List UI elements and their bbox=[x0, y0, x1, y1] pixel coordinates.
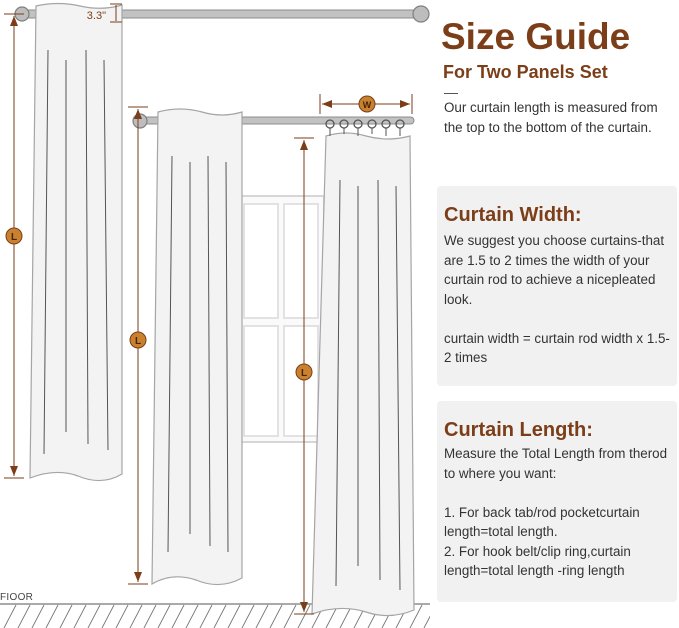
curtain-panel-middle bbox=[152, 109, 242, 585]
curtain-length-item-1: 1. For back tab/rod pocketcurtain length=total length. bbox=[444, 504, 640, 539]
curtain-length-card bbox=[437, 401, 677, 602]
length-marker-middle: L bbox=[134, 336, 142, 347]
curtain-width-heading: Curtain Width: bbox=[444, 204, 582, 226]
curtain-length-description: Measure the Total Length from therod to where you want: bbox=[444, 446, 668, 481]
curtain-width-formula: curtain width = curtain rod width x 1.5-2 times bbox=[444, 330, 670, 365]
rod-gap-label: 3.3" bbox=[86, 10, 106, 22]
page-subtitle: For Two Panels Set bbox=[443, 62, 608, 82]
intro-text: Our curtain length is measured from the top to the bottom of the curtain. bbox=[444, 100, 658, 135]
length-dimension-left bbox=[4, 14, 24, 478]
length-marker-left: L bbox=[10, 232, 18, 243]
page-title: Size Guide bbox=[441, 16, 631, 57]
curtain-width-body bbox=[444, 231, 675, 368]
curtain-width-description: We suggest you choose curtains-that are 1.5 to 2 times the width of your curtain rod to achieve a nicepleated look. bbox=[444, 233, 665, 307]
curtain-length-heading: Curtain Length: bbox=[444, 419, 593, 441]
curtain-width-card bbox=[437, 186, 677, 386]
title-divider bbox=[444, 93, 458, 94]
length-marker-right: L bbox=[300, 368, 308, 379]
curtain-panel-right bbox=[312, 133, 414, 616]
curtain-panel-left bbox=[30, 4, 122, 481]
width-marker: W bbox=[362, 100, 372, 110]
window bbox=[238, 196, 324, 442]
floor-label: FIOOR bbox=[0, 592, 34, 603]
curtain-length-body bbox=[444, 444, 675, 581]
curtain-length-item-2: 2. For hook belt/clip ring,curtain length=total length -ring length bbox=[444, 543, 631, 578]
